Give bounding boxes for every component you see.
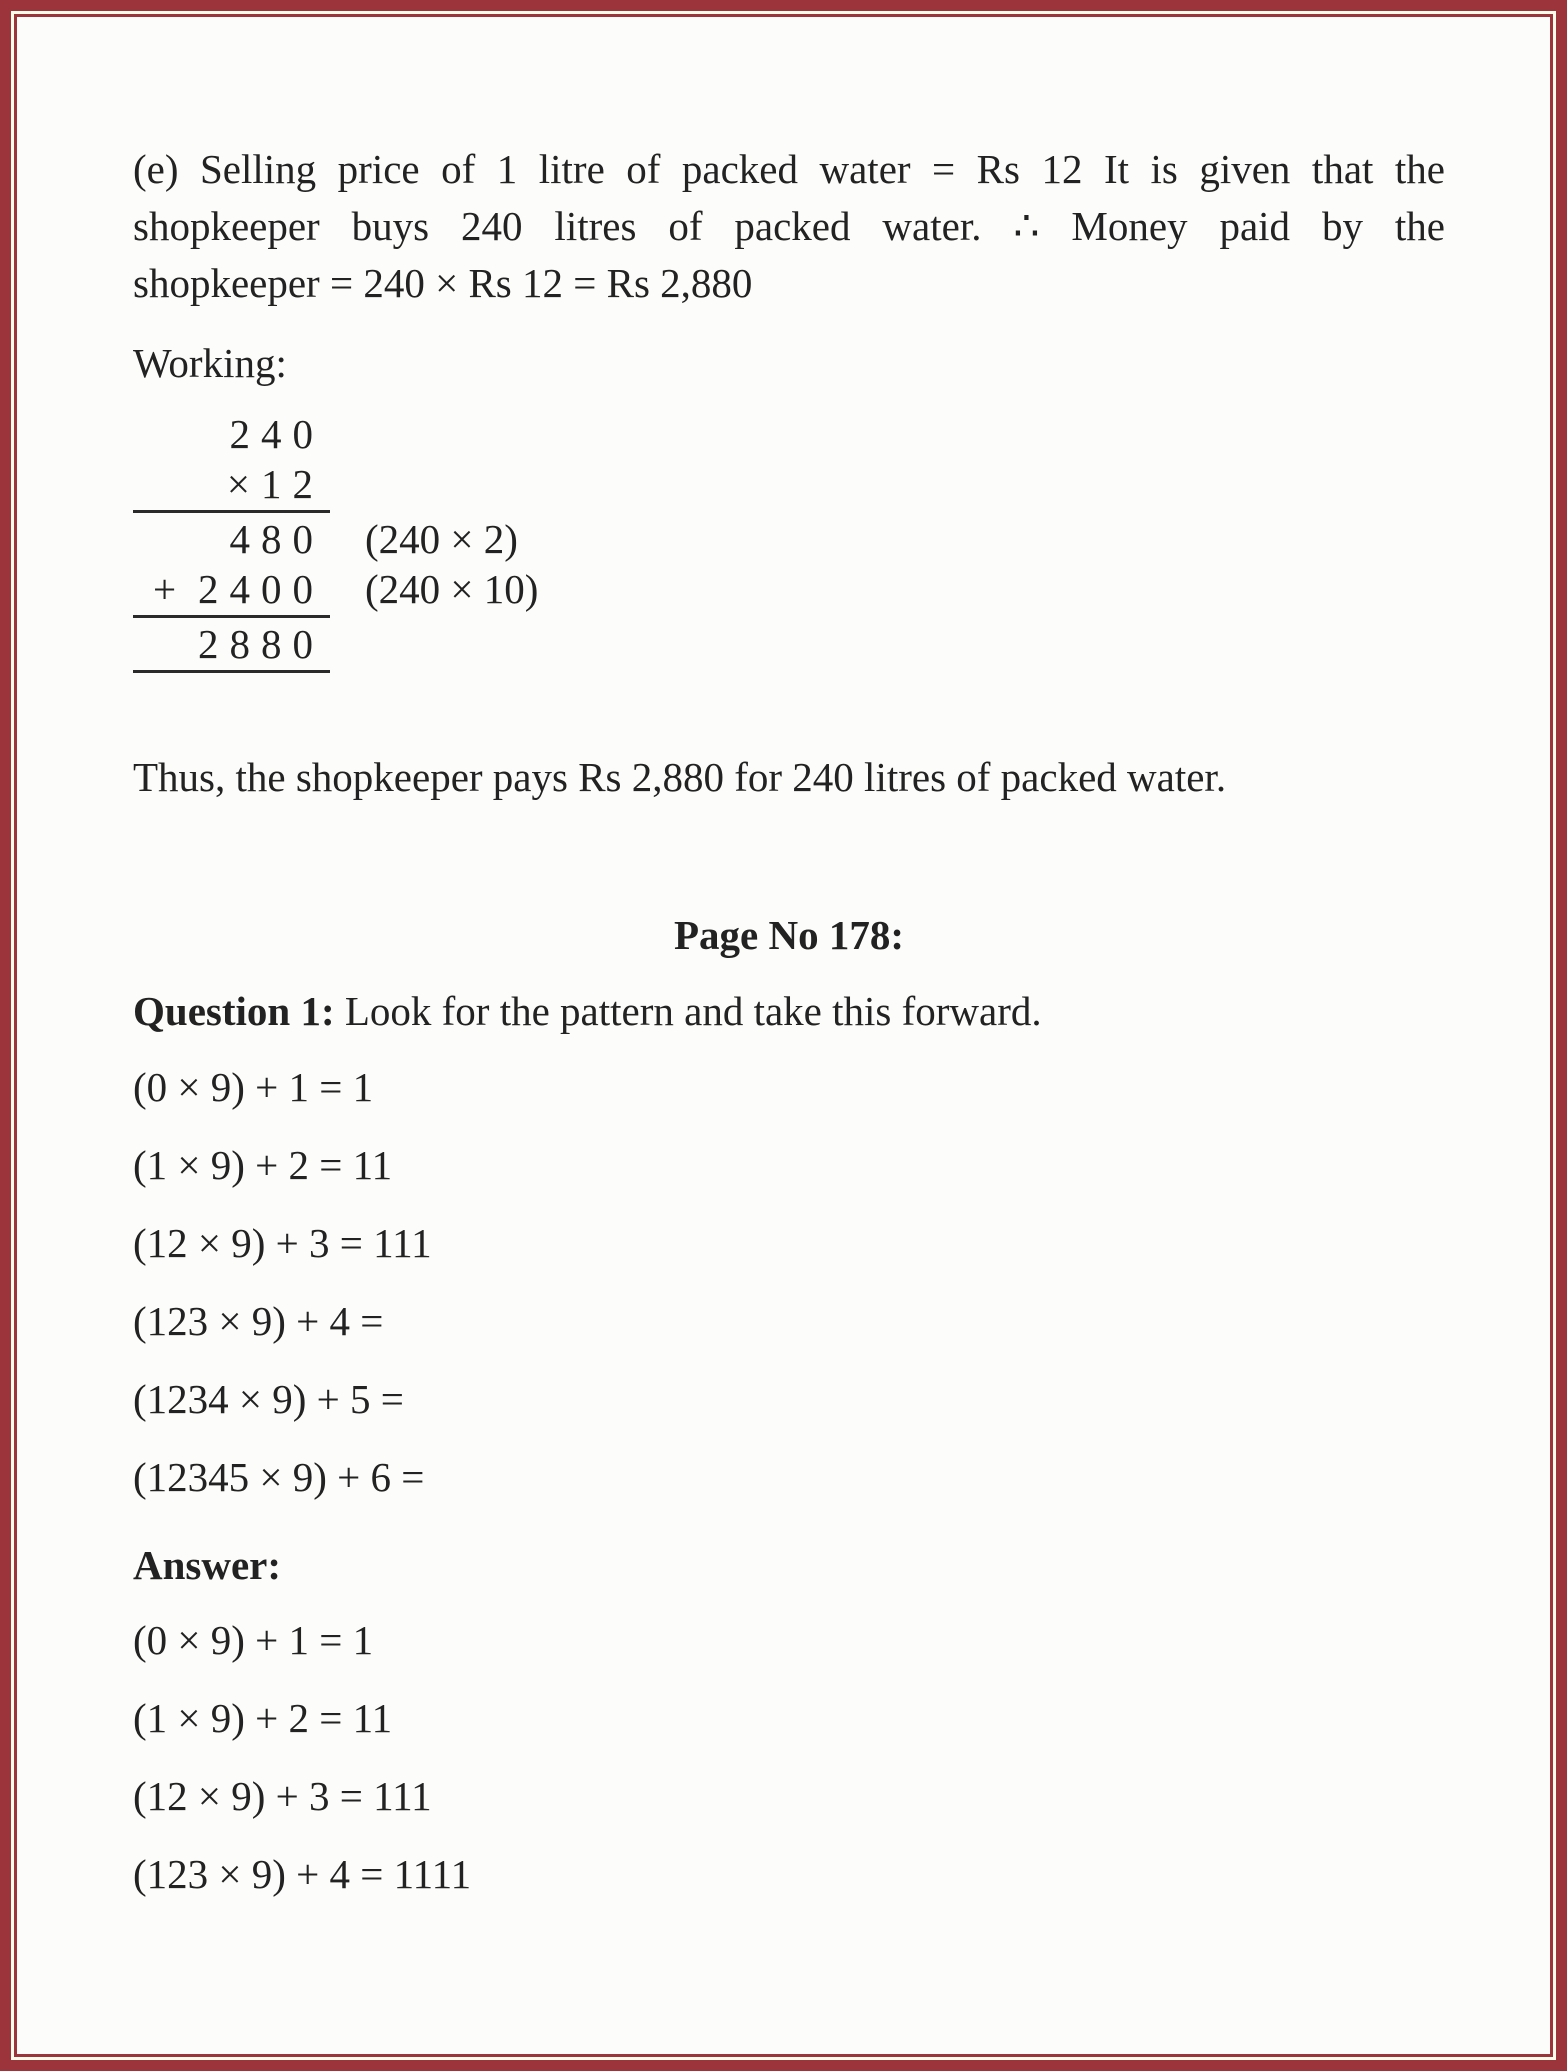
page-content [17,141,1550,1903]
question-line [133,983,1445,1040]
question-label: Question 1: [133,988,335,1034]
pattern-equation: (1234 × 9) + 5 = [133,1376,404,1422]
page-number-heading: Page No 178: [673,912,904,958]
answer-equation: (1 × 9) + 2 = 11 [133,1695,393,1741]
answer-label: Answer: [133,1542,282,1588]
multiplicand-row: 240 [229,411,324,457]
partial-product-annotation: (240 × 2) [365,516,518,562]
pattern-equation: (12345 × 9) + 6 = [133,1454,425,1500]
pattern-equation: (12 × 9) + 3 = 111 [133,1220,432,1266]
multiplication-rule-line [133,615,330,618]
answer-equation: (0 × 9) + 1 = 1 [133,1617,374,1663]
multiplication-rule-line [133,670,330,673]
partial-product-row [133,514,518,564]
product-result-row: 2880 [198,621,324,667]
conclusion-line: Thus, the shopkeeper pays Rs 2,880 for 240 litres of packed water. [133,754,1227,800]
multiplication-rule-line [133,510,330,513]
partial-product-row [133,564,539,614]
answer-equation: (12 × 9) + 3 = 111 [133,1773,432,1819]
working-label: Working: [133,340,287,386]
plus-sign: + [153,566,177,612]
answer-equation: (123 × 9) + 4 = 1111 [133,1851,472,1897]
multiplier-row: ×12 [226,461,324,507]
question-text: Look for the pattern and take this forward. [334,988,1042,1034]
paragraph-line: (e) Selling price of 1 litre of packed water = Rs 12 It is given that the [133,146,1445,192]
pattern-equation: (123 × 9) + 4 = [133,1298,384,1344]
partial-product-value: 480 [229,516,324,562]
document-page [14,14,1553,2057]
paragraph-line: shopkeeper buys 240 litres of packed water. ∴ Money paid by the [133,203,1445,249]
pattern-equation: (0 × 9) + 1 = 1 [133,1064,374,1110]
partial-product-value: 2400 [198,566,324,612]
paragraph-part-e [133,141,1445,312]
pattern-equation: (1 × 9) + 2 = 11 [133,1142,393,1188]
paragraph-line: shopkeeper = 240 × Rs 12 = Rs 2,880 [133,260,753,306]
partial-product-annotation: (240 × 10) [365,566,539,612]
long-multiplication-block [133,409,539,673]
